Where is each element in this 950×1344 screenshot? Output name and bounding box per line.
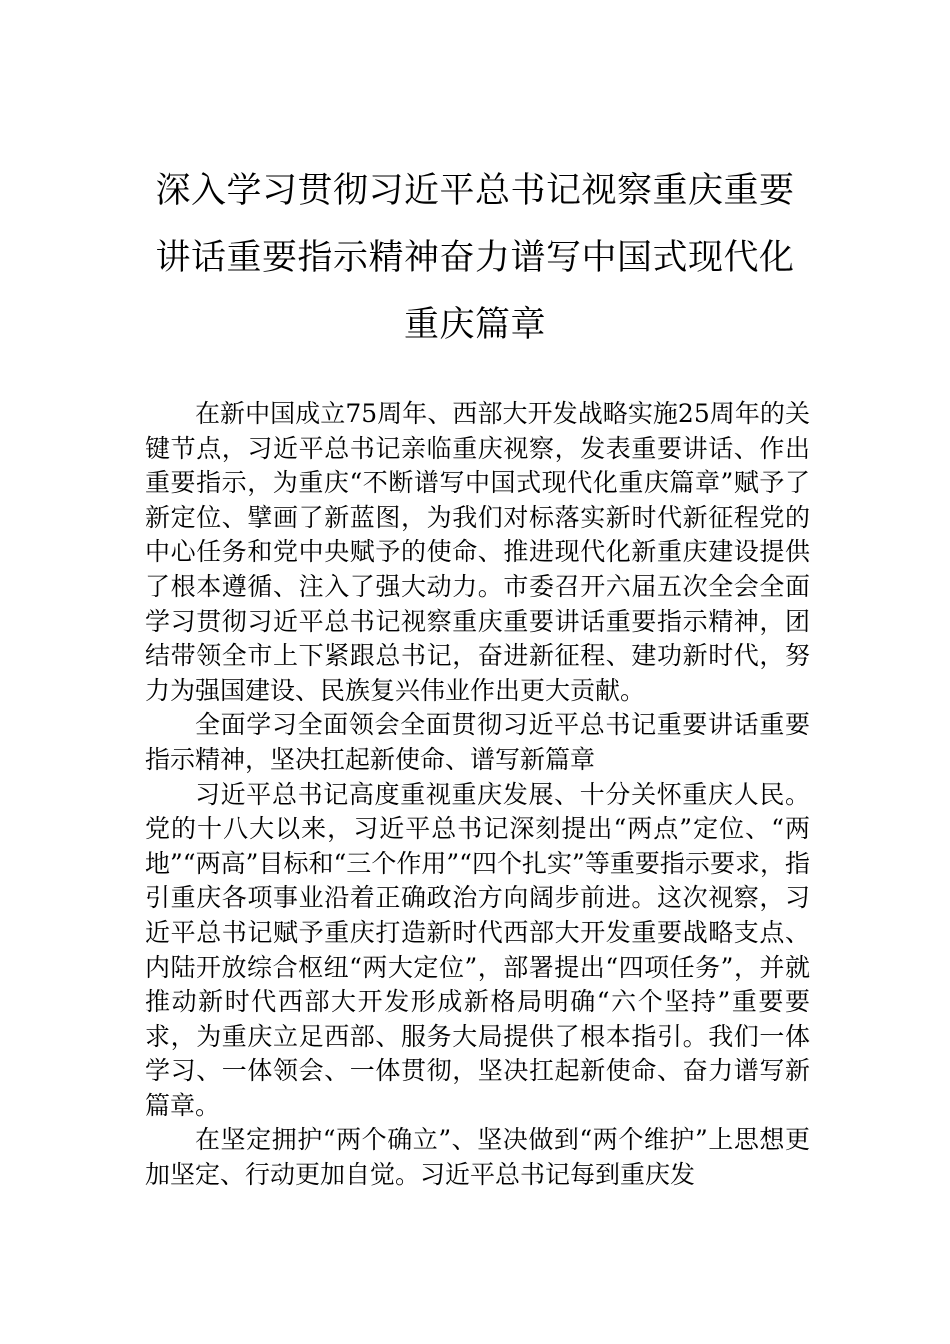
title-line-1: 深入学习贯彻习近平总书记视察重庆重要 bbox=[155, 171, 795, 211]
title-line-2: 讲话重要指示精神奋力谱写中国式现代化 bbox=[155, 238, 795, 278]
title-line-3: 重庆篇章 bbox=[403, 305, 546, 345]
paragraph-3: 在坚定拥护“两个确立”、坚决做到“两个维护”上思想更加坚定、行动更加自觉。习近平总书记每到重庆发 bbox=[145, 1125, 810, 1190]
paragraph-1: 在新中国成立75周年、西部大开发战略实施25周年的关键节点，习近平总书记亲临重庆视察，发表重要讲话、作出重要指示，为重庆“不断谱写中国式现代化重庆篇章”赋予了新定位、擘画了新蓝图，为我们对标落实新时代新征程党的中心任务和党中央赋予的使命、推进现代化新重庆建设提供了根本遵循、注入了强大动力。市委召开六届五次全会全面学习贯彻习近平总书记视察重庆重要讲话重要指示精神，团结带领全市上下紧跟总书记，奋进新征程、建功新时代，努力为强国建设、民族复兴伟业作出更大贡献。 bbox=[145, 399, 810, 705]
document-title bbox=[100, 158, 850, 359]
document-body bbox=[145, 397, 810, 1193]
paragraph-2: 习近平总书记高度重视重庆发展、十分关怀重庆人民。党的十八大以来，习近平总书记深刻提出“两点”定位、“两地”“两高”目标和“三个作用”“四个扎实”等重要指示要求，指引重庆各项事业沿着正确政治方向阔步前进。这次视察，习近平总书记赋予重庆打造新时代西部大开发重要战略支点、内陆开放综合枢纽“两大定位”，部署提出“四项任务”，并就推动新时代西部大开发形成新格局明确“六个坚持”重要要求，为重庆立足西部、服务大局提供了根本指引。我们一体学习、一体领会、一体贯彻，坚决扛起新使命、奋力谱写新篇章。 bbox=[145, 779, 810, 1120]
section-heading: 全面学习全面领会全面贯彻习近平总书记重要讲话重要指示精神，坚决扛起新使命、谱写新篇章 bbox=[145, 710, 810, 774]
